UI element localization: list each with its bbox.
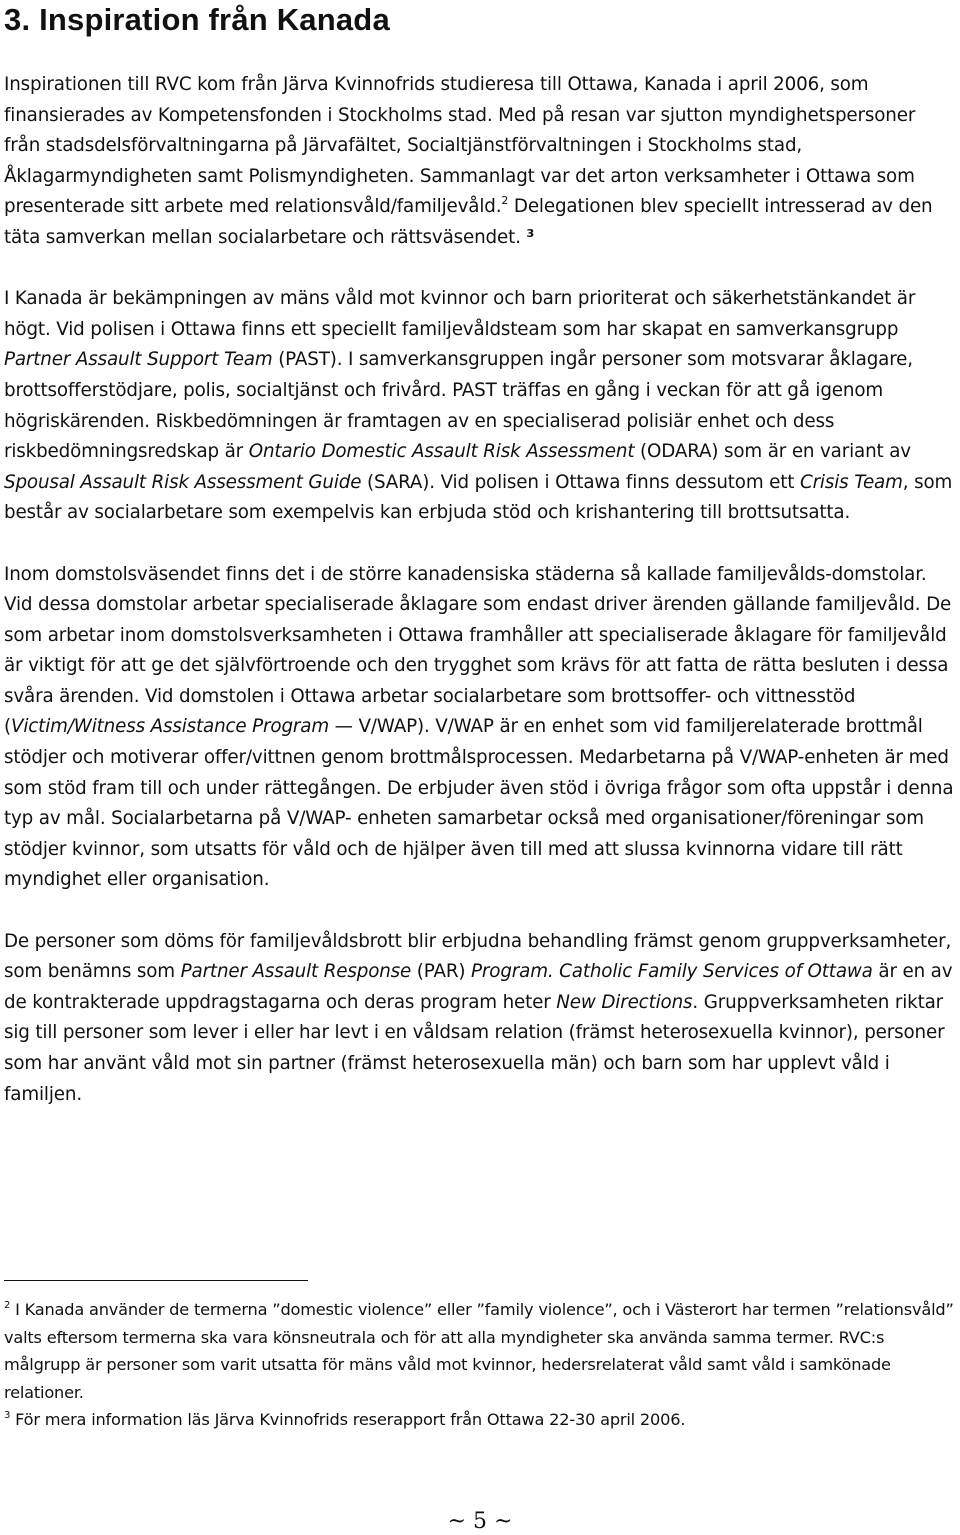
program-name-past: Partner Assault Support Team xyxy=(4,349,273,371)
program-name-new-directions: New Directions xyxy=(556,991,693,1013)
paragraph-2-text-g: (SARA). Vid polisen i Ottawa finns dessutom ett xyxy=(361,471,800,493)
paragraph-3-text-a: Inom domstolsväsendet finns det i de större kanadensiska städerna så kallade familjevålds-domstolar. Vid dessa domstolar arbetar specialiserade åklagare som endast driver ärenden gällande familjevåld. De som arbetar inom domstolsverksamheten i Ottawa framhåller att specialiserade åklagare för familjevåld är viktigt för att ge det självförtroende och den trygghet som krävs för att fatta de rätta besluten i dessa svåra ärenden. Vid domstolen i Ottawa arbetar socialarbetare som brottsoffer- och vittnesstöd ( xyxy=(4,563,952,738)
footnote-divider xyxy=(4,1280,308,1281)
paragraph-1 xyxy=(4,70,956,254)
paragraph-4 xyxy=(4,927,956,1111)
paragraph-1-text-b: Delegationen blev speciellt intresserad av den täta samverkan mellan socialarbetare och rättsväsendet. xyxy=(4,196,933,248)
paragraph-2-text-j: , som består av socialarbetare som exempelvis kan erbjuda stöd och krishantering till brottsutsatta. xyxy=(4,471,953,524)
page-number: ~ 5 ~ xyxy=(447,1509,513,1534)
footnote-ref-2[interactable]: 2 xyxy=(501,194,509,208)
program-name-crisis-team: Crisis Team xyxy=(799,471,903,493)
paragraph-4-text-g: . Gruppverksamheten riktar sig till personer som lever i eller har levt i en våldsam relation (främst heterosexuella kvinnor), personer som har använt våld mot sin partner (främst heterosexuella män) och barn som har upplevt våld i familjen. xyxy=(4,991,945,1105)
paragraph-2-text-c: (PAST). I samverkansgruppen ingår personer som motsvarar åklagare, brottsofferstödjare, polis, socialtjänst och frivård. PAST träffas en gång i veckan för att gå igenom högriskärenden. Riskbedömningen är framtagen av en specialiserad polisiär enhet och dess riskbedömningsredskap är xyxy=(4,349,913,463)
program-name-par: Partner Assault Response xyxy=(180,961,412,983)
footnote-3 xyxy=(4,1406,960,1434)
footnote-number: 3 xyxy=(4,1410,11,1422)
program-name-sara: Spousal Assault Risk Assessment Guide xyxy=(4,471,362,493)
footnote-text: I Kanada använder de termerna ”domestic violence” eller ”family violence”, och i Västerort har termen ”relationsvåld” valts eftersom termerna ska vara könsneutrala och för att alla myndigheter ska använda samma termer. RVC:s målgrupp är personer som varit utsatta för mäns våld mot kvinnor, hedersrelaterat våld samt våld i samkönade relationer. xyxy=(4,1300,954,1402)
paragraph-4-text-e: är en av de kontrakterade uppdragstagarna och deras program heter xyxy=(4,961,953,1013)
paragraph-3-text-c: — V/WAP). V/WAP är en enhet som vid familjerelaterade brottmål stödjer och motiverar offer/vittnen genom brottmålsprocessen. Medarbetarna på V/WAP-enheten är med som stöd fram till och under rättegången. De erbjuder även stöd i övriga frågor som ofta uppstår i denna typ av mål. Socialarbetarna på V/WAP- enheten samarbetar också med organisationer/föreningar som stödjer kvinnor, som utsatts för våld och de hjälper även till med att slussa kvinnorna vidare till rätt myndighet eller organisation. xyxy=(4,716,954,891)
footnote-ref-3[interactable]: ³ xyxy=(526,226,535,248)
organisation-name-catholic-family-services: Program. Catholic Family Services of Ottawa xyxy=(471,961,873,983)
section-heading: 3. Inspiration från Kanada xyxy=(4,2,390,37)
paragraph-2 xyxy=(4,284,956,529)
paragraph-4-text-c: (PAR) xyxy=(411,961,472,983)
footnote-text: För mera information läs Järva Kvinnofrids reserapport från Ottawa 22-30 april 2006. xyxy=(10,1410,686,1430)
body-text xyxy=(4,70,956,1141)
paragraph-4-text-a: De personer som döms för familjevåldsbrott blir erbjudna behandling främst genom gruppverksamheter, som benämns som xyxy=(4,930,952,983)
paragraph-1-text-a: Inspirationen till RVC kom från Järva Kvinnofrids studieresa till Ottawa, Kanada i april 2006, som finansierades av Kompetensfonden i Stockholms stad. Med på resan var sjutton myndighetspersoner från stadsdelsförvaltningarna på Järvafältet, Socialtjänstförvaltningen i Stockholms stad, Åklagarmyndigheten samt Polismyndigheten. Sammanlagt var det arton verksamheter i Ottawa som presenterade sitt arbete med relationsvåld/familjevåld. xyxy=(4,74,916,218)
program-name-odara: Ontario Domestic Assault Risk Assessment xyxy=(248,441,635,463)
paragraph-2-text-e: (ODARA) som är en variant av xyxy=(634,441,911,463)
program-name-vwap: Victim/Witness Assistance Program xyxy=(10,716,329,738)
footnotes xyxy=(4,1296,960,1434)
footnote-2 xyxy=(4,1296,960,1406)
paragraph-3 xyxy=(4,560,956,897)
footnote-number: 2 xyxy=(4,1300,11,1311)
paragraph-2-text-a: I Kanada är bekämpningen av mäns våld mot kvinnor och barn prioriterat och säkerhetstänkandet är högt. Vid polisen i Ottawa finns ett speciellt familjevåldsteam som har skapat en samverkansgrupp xyxy=(4,288,916,340)
